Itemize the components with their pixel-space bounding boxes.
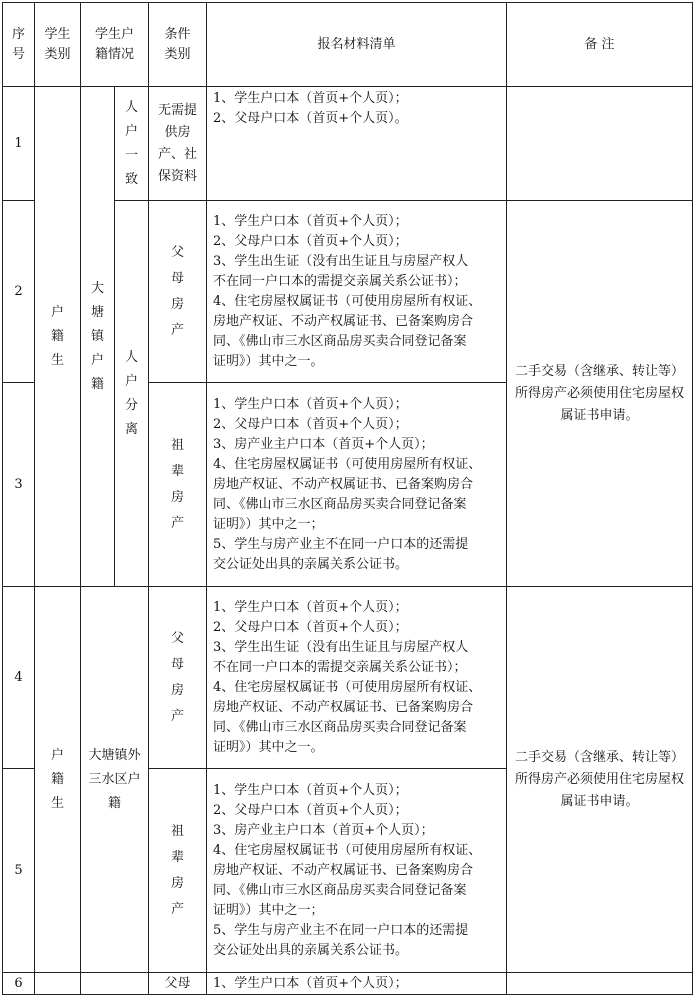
header-remark: 备 注 (507, 3, 693, 87)
row-seq: 6 (3, 973, 35, 995)
student-type-cell: 户籍生 (35, 587, 81, 973)
material-line: 房地产权证、不动产权属证书、已备案购房合 (213, 862, 474, 878)
material-line: 房地产权证、不动产权属证书、已备案购房合 (213, 476, 474, 492)
material-line: 4、住宅房屋权属证书（可使用房屋所有权证、 (213, 293, 482, 309)
hukou-cell: 大塘镇户籍 (81, 87, 115, 587)
header-hukou: 学生户籍情况 (81, 3, 149, 87)
header-student-type: 学生类别 (35, 3, 81, 87)
material-line: 4、住宅房屋权属证书（可使用房屋所有权证、 (213, 456, 482, 472)
remark-cell (507, 87, 693, 201)
materials-cell (207, 383, 507, 587)
row-seq: 2 (3, 201, 35, 383)
table-row (3, 587, 693, 769)
header-row (3, 3, 693, 87)
material-line: 房地产权证、不动产权属证书、已备案购房合 (213, 313, 474, 329)
material-line: 1、学生户口本（首页+个人页）； (213, 599, 408, 615)
material-line: 3、房产业主户口本（首页+个人页）； (213, 822, 434, 838)
material-line: 证明》）其中之一； (213, 516, 324, 532)
material-line: 同、《佛山市三水区商品房买卖合同登记备案 (213, 882, 467, 898)
material-line: 房地产权证、不动产权属证书、已备案购房合 (213, 699, 474, 715)
row-seq: 1 (3, 87, 35, 201)
condition-cell: 无需提供房产、社保资料 (149, 87, 207, 201)
material-line: 1、学生户口本（首页+个人页）； (213, 396, 408, 412)
table-row (3, 973, 693, 995)
materials-cell (207, 973, 507, 995)
material-line: 1、学生户口本（首页+个人页）； (213, 975, 408, 991)
condition-cell: 父母 (149, 973, 207, 995)
material-line: 证明》）其中之一。 (213, 353, 324, 369)
material-line: 不在同一户口本的需提交亲属关系公证书）； (213, 273, 467, 289)
header-seq: 序号 (3, 3, 35, 87)
material-line: 3、学生出生证（没有出生证且与房屋产权人 (213, 639, 469, 655)
material-line: 1、学生户口本（首页+个人页）； (213, 91, 408, 106)
material-line: 2、父母户口本（首页+个人页）。 (213, 111, 408, 126)
material-line: 2、父母户口本（首页+个人页）； (213, 233, 408, 249)
materials-cell (207, 587, 507, 769)
material-line: 4、住宅房屋权属证书（可使用房屋所有权证、 (213, 842, 482, 858)
material-line: 1、学生户口本（首页+个人页）； (213, 213, 408, 229)
row-seq: 4 (3, 587, 35, 769)
condition-cell: 父母房产 (149, 201, 207, 383)
material-line: 交公证处出具的亲属关系公证书。 (213, 942, 409, 958)
condition-cell: 祖辈房产 (149, 769, 207, 973)
material-line: 3、学生出生证（没有出生证且与房屋产权人 (213, 253, 469, 269)
material-line: 2、父母户口本（首页+个人页）； (213, 619, 408, 635)
row-seq: 5 (3, 769, 35, 973)
material-line: 交公证处出具的亲属关系公证书。 (213, 556, 409, 572)
hukou-cell (81, 973, 149, 995)
header-materials: 报名材料清单 (207, 3, 507, 87)
condition-cell: 祖辈房产 (149, 383, 207, 587)
material-line: 3、房产业主户口本（首页+个人页）； (213, 436, 434, 452)
material-line: 4、住宅房屋权属证书（可使用房屋所有权证、 (213, 679, 482, 695)
materials-cell (207, 769, 507, 973)
hukou-sub-cell: 人户分离 (115, 201, 149, 587)
remark-cell: 二手交易（含继承、转让等）所得房产必须使用住宅房屋权属证书申请。 (507, 587, 693, 973)
hukou-sub-cell: 人户一致 (115, 87, 149, 201)
enrollment-materials-table (2, 2, 693, 995)
materials-cell (207, 201, 507, 383)
material-line: 同、《佛山市三水区商品房买卖合同登记备案 (213, 496, 467, 512)
row-seq: 3 (3, 383, 35, 587)
student-type-cell (35, 973, 81, 995)
material-line: 2、父母户口本（首页+个人页）； (213, 802, 408, 818)
material-line: 2、父母户口本（首页+个人页）； (213, 416, 408, 432)
materials-cell (207, 87, 507, 201)
remark-cell (507, 973, 693, 995)
student-type-cell: 户籍生 (35, 87, 81, 587)
material-line: 证明》）其中之一。 (213, 739, 324, 755)
material-line: 证明》）其中之一； (213, 902, 324, 918)
material-line: 同、《佛山市三水区商品房买卖合同登记备案 (213, 719, 467, 735)
condition-cell: 父母房产 (149, 587, 207, 769)
remark-cell: 二手交易（含继承、转让等）所得房产必须使用住宅房屋权属证书申请。 (507, 201, 693, 587)
material-line: 5、学生与房产业主不在同一户口本的还需提 (213, 922, 469, 938)
table-row (3, 87, 693, 201)
material-line: 同、《佛山市三水区商品房买卖合同登记备案 (213, 333, 467, 349)
header-condition: 条件类别 (149, 3, 207, 87)
material-line: 5、学生与房产业主不在同一户口本的还需提 (213, 536, 469, 552)
hukou-cell: 大塘镇外三水区户籍 (81, 587, 149, 973)
material-line: 1、学生户口本（首页+个人页）； (213, 782, 408, 798)
material-line: 不在同一户口本的需提交亲属关系公证书）； (213, 659, 467, 675)
